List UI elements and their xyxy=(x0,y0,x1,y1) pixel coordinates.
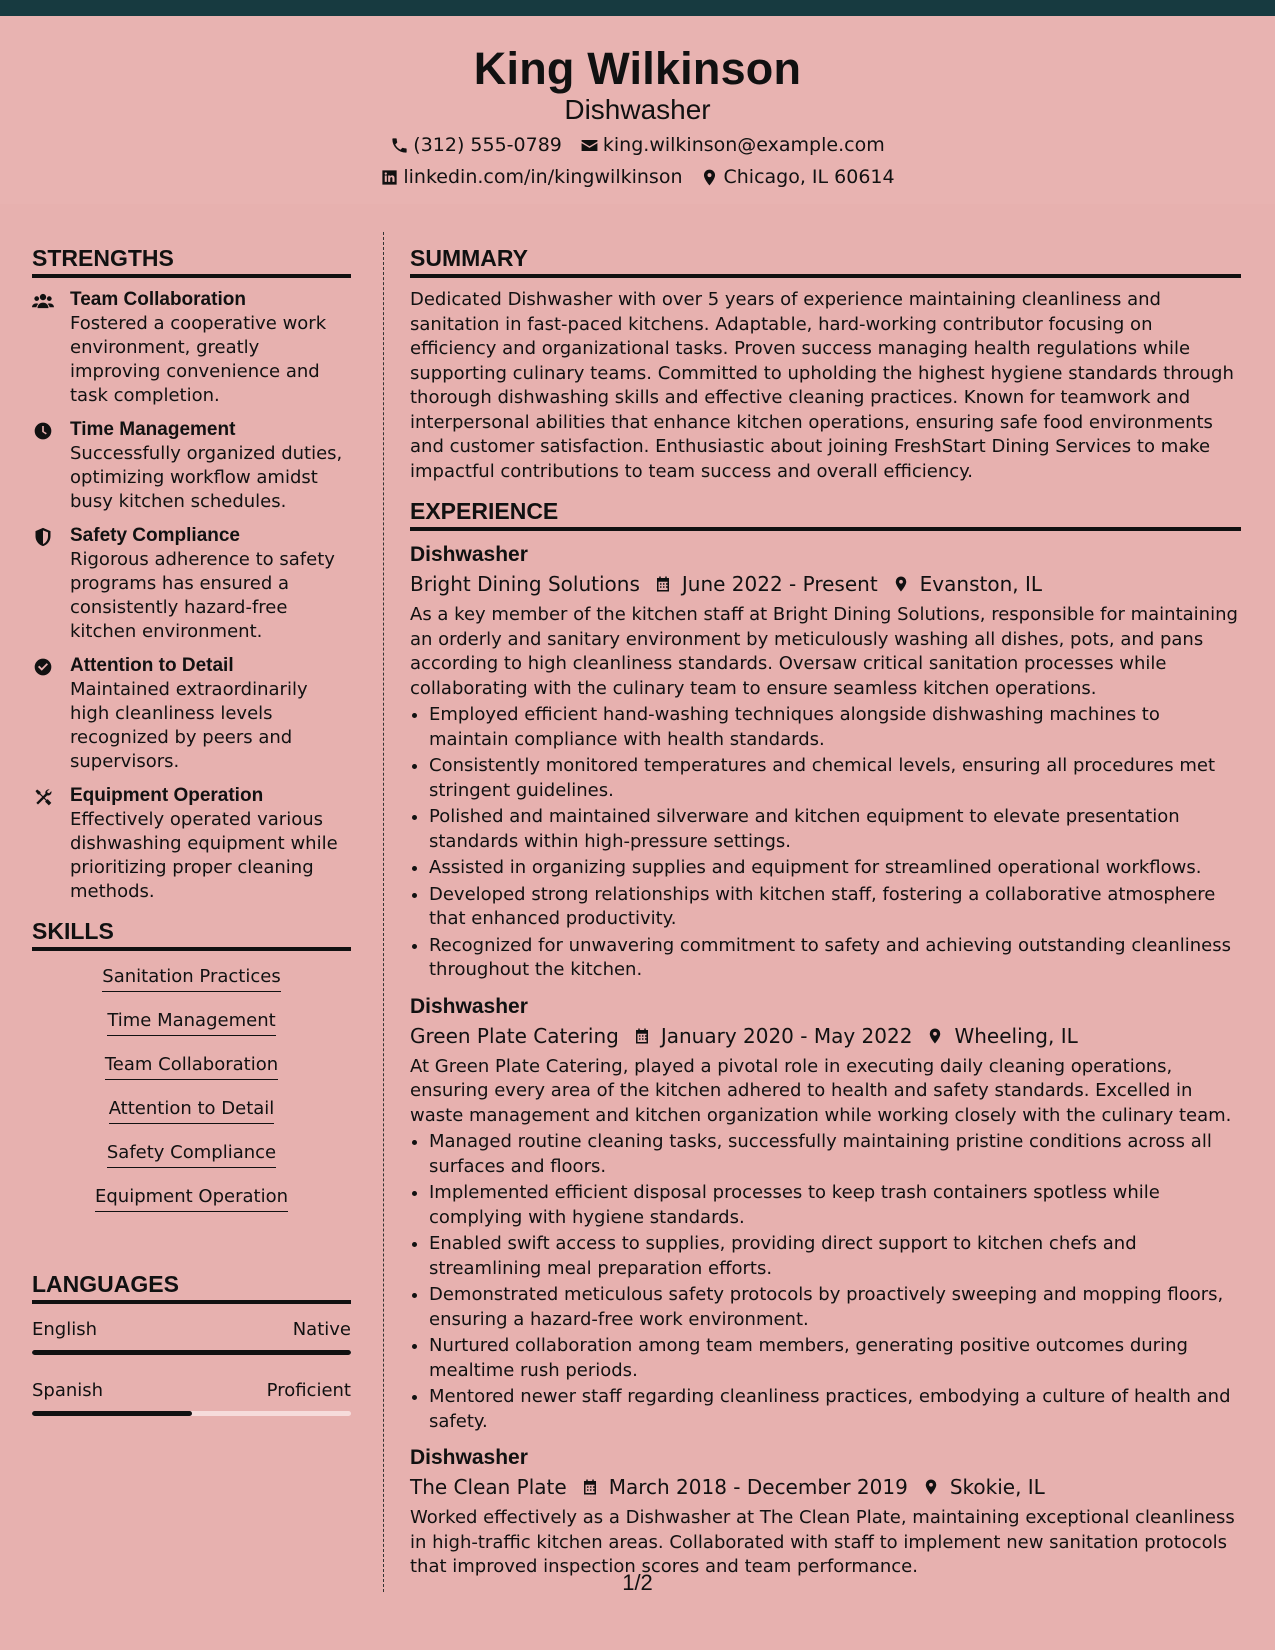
strength-desc: Effectively operated various dishwashing equipment while prioritizing proper cleaning methods. xyxy=(70,809,338,902)
skills-heading: SKILLS xyxy=(32,918,351,951)
calendar-icon xyxy=(633,1027,651,1045)
strength-title: Attention to Detail xyxy=(70,655,234,676)
language-proficiency-bar xyxy=(32,1411,351,1416)
skill-tag: Team Collaboration xyxy=(105,1053,278,1080)
strengths-heading: STRENGTHS xyxy=(32,245,351,278)
calendar-icon xyxy=(581,1478,599,1496)
strength-desc: Rigorous adherence to safety programs has ensured a consistently hazard-free kitchen environment. xyxy=(70,549,335,642)
job-bullet: • Employed efficient hand-washing techniques alongside dishwashing machines to maintain compliance with health standards. xyxy=(429,703,1241,752)
left-column xyxy=(32,245,351,1440)
users-icon xyxy=(32,291,54,311)
job-entry xyxy=(410,1444,1241,1580)
job-list xyxy=(410,541,1241,1580)
map-pin-icon xyxy=(922,1478,940,1496)
languages-section xyxy=(32,1271,351,1416)
job-entry xyxy=(410,993,1241,1435)
experience-heading: EXPERIENCE xyxy=(410,498,1241,531)
top-accent-bar xyxy=(0,0,1275,16)
strength-item xyxy=(32,418,351,514)
strength-item xyxy=(32,784,351,904)
job-meta xyxy=(410,569,1241,599)
job-bullets xyxy=(410,1130,1241,1434)
candidate-title: Dishwasher xyxy=(564,94,711,125)
contact-location xyxy=(700,166,894,188)
strength-item xyxy=(32,288,351,408)
envelope-icon xyxy=(580,136,599,155)
job-title: Dishwasher xyxy=(410,994,528,1018)
strength-desc: Maintained extraordinarily high cleanliness levels recognized by peers and supervisors. xyxy=(70,679,308,772)
language-proficiency-fill xyxy=(32,1411,192,1416)
summary-text: Dedicated Dishwasher with over 5 years of experience maintaining cleanliness and sanitation in fast-paced kitchens. Adaptable, hard-working contributor focusing on efficiency and organizational tasks. Proven success managing health regulations while supporting culinary teams. Committed to upholding the highest hygiene standards through thorough dishwashing skills and effective cleaning practices. Known for teamwork and interpersonal abilities that enhance kitchen operations, ensuring safe food environments and customer satisfaction. Enthusiastic about joining FreshStart Dining Services to make impactful contributions to team success and overall efficiency. xyxy=(410,289,1234,482)
shield-icon xyxy=(32,527,54,547)
calendar-icon xyxy=(654,575,672,593)
job-location: Skokie, IL xyxy=(949,1475,1045,1499)
email-text[interactable]: king.wilkinson@example.com xyxy=(602,134,885,156)
skill-tag: Time Management xyxy=(107,1009,275,1036)
linkedin-icon xyxy=(380,168,399,187)
strength-item xyxy=(32,654,351,774)
clock-icon xyxy=(32,421,54,441)
skill-tag: Sanitation Practices xyxy=(102,965,280,992)
skill-tag: Safety Compliance xyxy=(107,1141,276,1168)
job-dates: January 2020 - May 2022 xyxy=(660,1023,913,1048)
contact-linkedin[interactable] xyxy=(380,166,682,188)
phone-text: (312) 555-0789 xyxy=(413,134,562,156)
job-company: Bright Dining Solutions xyxy=(410,572,640,596)
strength-desc: Successfully organized duties, optimizing workflow amidst busy kitchen schedules. xyxy=(70,443,343,512)
strength-title: Equipment Operation xyxy=(70,785,264,806)
language-item xyxy=(32,1379,351,1416)
page-number: 1/2 xyxy=(622,1570,653,1595)
job-meta xyxy=(410,1021,1241,1051)
job-bullet: • Polished and maintained silverware and kitchen equipment to elevate presentation standards within high-pressure settings. xyxy=(429,805,1241,854)
map-pin-icon xyxy=(926,1027,944,1045)
phone-icon xyxy=(390,136,409,155)
summary-heading: SUMMARY xyxy=(410,245,1241,278)
map-pin-icon xyxy=(700,168,719,187)
job-bullet: • Recognized for unwavering commitment to safety and achieving outstanding cleanliness throughout the kitchen. xyxy=(429,934,1241,983)
strength-title: Team Collaboration xyxy=(70,289,246,310)
language-level: Native xyxy=(292,1319,351,1340)
tools-icon xyxy=(32,787,54,807)
summary-section xyxy=(410,245,1241,484)
resume-header xyxy=(0,16,1275,204)
check-circle-icon xyxy=(32,657,54,677)
language-level: Proficient xyxy=(266,1380,351,1401)
languages-heading: LANGUAGES xyxy=(32,1271,351,1304)
job-bullet: • Managed routine cleaning tasks, successfully maintaining pristine conditions across all surfaces and floors. xyxy=(429,1130,1241,1179)
contact-email[interactable] xyxy=(580,134,885,156)
job-bullet: • Nurtured collaboration among team members, generating positive outcomes during mealtime rush periods. xyxy=(429,1334,1241,1383)
job-bullet: • Consistently monitored temperatures and chemical levels, ensuring all procedures met stringent guidelines. xyxy=(429,754,1241,803)
job-entry xyxy=(410,541,1241,983)
job-dates: June 2022 - Present xyxy=(681,572,878,596)
skill-tag: Equipment Operation xyxy=(95,1185,288,1212)
skill-tag: Attention to Detail xyxy=(109,1097,275,1124)
job-description: As a key member of the kitchen staff at Bright Dining Solutions, responsible for maintaining an orderly and sanitary environment by meticulously washing all dishes, pots, and pans according to high cleanliness standards. Oversaw critical sanitation processes while collaborating with the culinary team to ensure seamless kitchen operations. xyxy=(410,604,1238,699)
skills-list xyxy=(32,961,351,1229)
job-description: At Green Plate Catering, played a pivotal role in executing daily cleaning operations, ensuring every area of the kitchen adhered to health and safety standards. Excelled in waste management and kitchen organization while working closely with the culinary team. xyxy=(410,1055,1232,1126)
job-title: Dishwasher xyxy=(410,1446,528,1469)
job-bullet: • Implemented efficient disposal processes to keep trash containers spotless while complying with hygiene standards. xyxy=(429,1181,1241,1230)
job-bullet: • Demonstrated meticulous safety protocols by proactively sweeping and mopping floors, ensuring a hazard-free work environment. xyxy=(429,1283,1241,1332)
job-location: Wheeling, IL xyxy=(954,1023,1078,1048)
experience-section xyxy=(410,498,1241,1580)
language-proficiency-fill xyxy=(32,1350,351,1355)
language-proficiency-bar xyxy=(32,1350,351,1355)
job-bullet: • Enabled swift access to supplies, providing direct support to kitchen chefs and streamlining meal preparation efforts. xyxy=(429,1232,1241,1281)
job-description: Worked effectively as a Dishwasher at The Clean Plate, maintaining exceptional cleanliness in high-traffic kitchen areas. Collaborated with staff to implement new sanitation protocols that improved inspection scores and team performance. xyxy=(410,1507,1235,1577)
strengths-section xyxy=(32,245,351,904)
location-text: Chicago, IL 60614 xyxy=(723,166,895,188)
job-bullet: • Assisted in organizing supplies and equipment for streamlined operational workflows. xyxy=(429,856,1241,881)
job-title: Dishwasher xyxy=(410,543,528,566)
language-item xyxy=(32,1318,351,1355)
language-name: Spanish xyxy=(32,1380,104,1401)
map-pin-icon xyxy=(892,575,910,593)
contact-phone xyxy=(390,134,562,156)
job-location: Evanston, IL xyxy=(919,572,1043,596)
strength-title: Time Management xyxy=(70,419,236,440)
job-dates: March 2018 - December 2019 xyxy=(608,1475,908,1499)
right-column xyxy=(410,245,1241,1590)
candidate-name: King Wilkinson xyxy=(473,43,802,94)
job-bullets xyxy=(410,703,1241,983)
language-name: English xyxy=(32,1319,97,1340)
job-company: Green Plate Catering xyxy=(410,1023,619,1048)
column-divider xyxy=(383,232,384,1592)
job-company: The Clean Plate xyxy=(410,1475,567,1499)
job-bullet: • Mentored newer staff regarding cleanliness practices, embodying a culture of health and safety. xyxy=(429,1385,1241,1434)
strength-title: Safety Compliance xyxy=(70,525,240,546)
linkedin-text[interactable]: linkedin.com/in/kingwilkinson xyxy=(403,166,683,188)
strength-desc: Fostered a cooperative work environment, greatly improving convenience and task completion. xyxy=(70,313,327,406)
strength-item xyxy=(32,524,351,644)
contact-row-1 xyxy=(0,134,1275,156)
job-meta xyxy=(410,1472,1241,1502)
job-bullet: • Developed strong relationships with kitchen staff, fostering a collaborative atmosphere that enhanced productivity. xyxy=(429,883,1241,932)
contact-row-2 xyxy=(0,166,1275,188)
skills-section xyxy=(32,918,351,1229)
